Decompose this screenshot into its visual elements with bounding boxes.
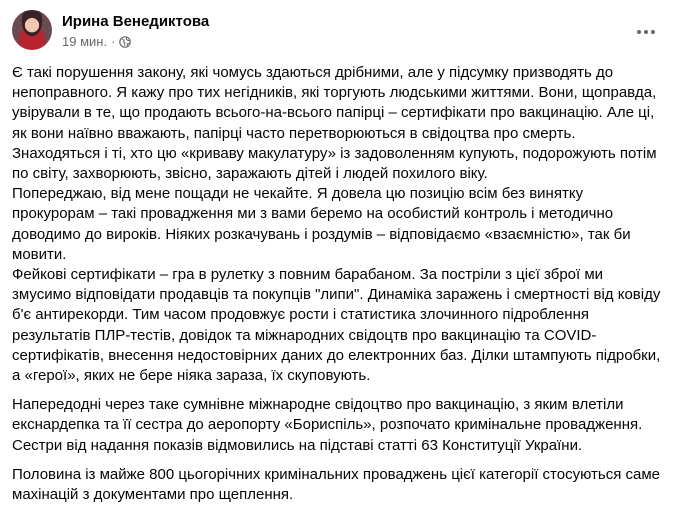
post-header <box>12 10 661 56</box>
post-paragraph: Фейкові сертифікати – гра в рулетку з повним барабаном. За пострiли з цієї зброї ми змусимо відповідати продавців та покупців "липи". Динаміка заражень і смертності від ковіду б'є антирекорди. Тим часом продовжує рости і статистика злочинного підроблення результатів ПЛР-тестів, довідок та міжнародних свідоцтв про вакцинацію та COVID-сертифікатів, внесення недостовірних даних до електронних баз. Ділки штампують підробки, а «герої», яких не бере ніяка зараза, їх скуповують. <box>12 266 661 385</box>
post-meta <box>62 34 131 49</box>
post-paragraph: Половина із майже 800 цьогорічних кримінальних проваджень цієї категорії стосуються саме махінацій з документами про щеплення. <box>12 465 660 504</box>
post-paragraph: Знаходяться і ті, хто цю «криваву макулатуру» із задоволенням купують, подорожують потім по світу, захворюють, звісно, заражають дітей і людей похилого віку. <box>12 144 657 183</box>
more-horizontal-icon <box>651 30 655 34</box>
post-paragraph: Є такі порушення закону, які чомусь здаються дрібними, але у підсумку призводять до непоправного. Я кажу про тих негідників, які торгують людськими життями. Вони, щоправда, увірували в те, що продають всього-на-всього папірці – сертифікати про вакцинацію. Але ці, як вони наївно вважають, папірці часто перетворюються в свідоцтва про смерть. <box>12 64 657 142</box>
post-paragraph: Попереджаю, від мене пощади не чекайте. Я довела цю позицію всім без винятку прокурорам – такі провадження ми з вами беремо на особистий контроль і методично доводимо до вироків. Ніяких розкачувань і роздумів – відповідаємо «взаємністю», так би мовити. <box>12 185 631 263</box>
meta-separator: · <box>111 34 116 49</box>
avatar[interactable] <box>12 10 52 50</box>
post-text <box>12 63 662 505</box>
author-name[interactable]: Ирина Венедиктова <box>62 13 210 30</box>
post-time[interactable]: 19 мин. <box>62 34 108 49</box>
post-paragraph: Напередодні через таке сумнівне міжнародне свідоцтво про вакцинацію, з яким влетіли екснардепка та її сестра до аеропорту «Бориспіль», розпочато кримінальне провадження. Сестри від надання показів відмовились на підставі статті 63 Конституції України. <box>12 396 643 454</box>
more-options-button[interactable] <box>631 20 661 44</box>
globe-icon[interactable] <box>119 36 131 48</box>
more-horizontal-icon <box>637 30 641 34</box>
more-horizontal-icon <box>644 30 648 34</box>
